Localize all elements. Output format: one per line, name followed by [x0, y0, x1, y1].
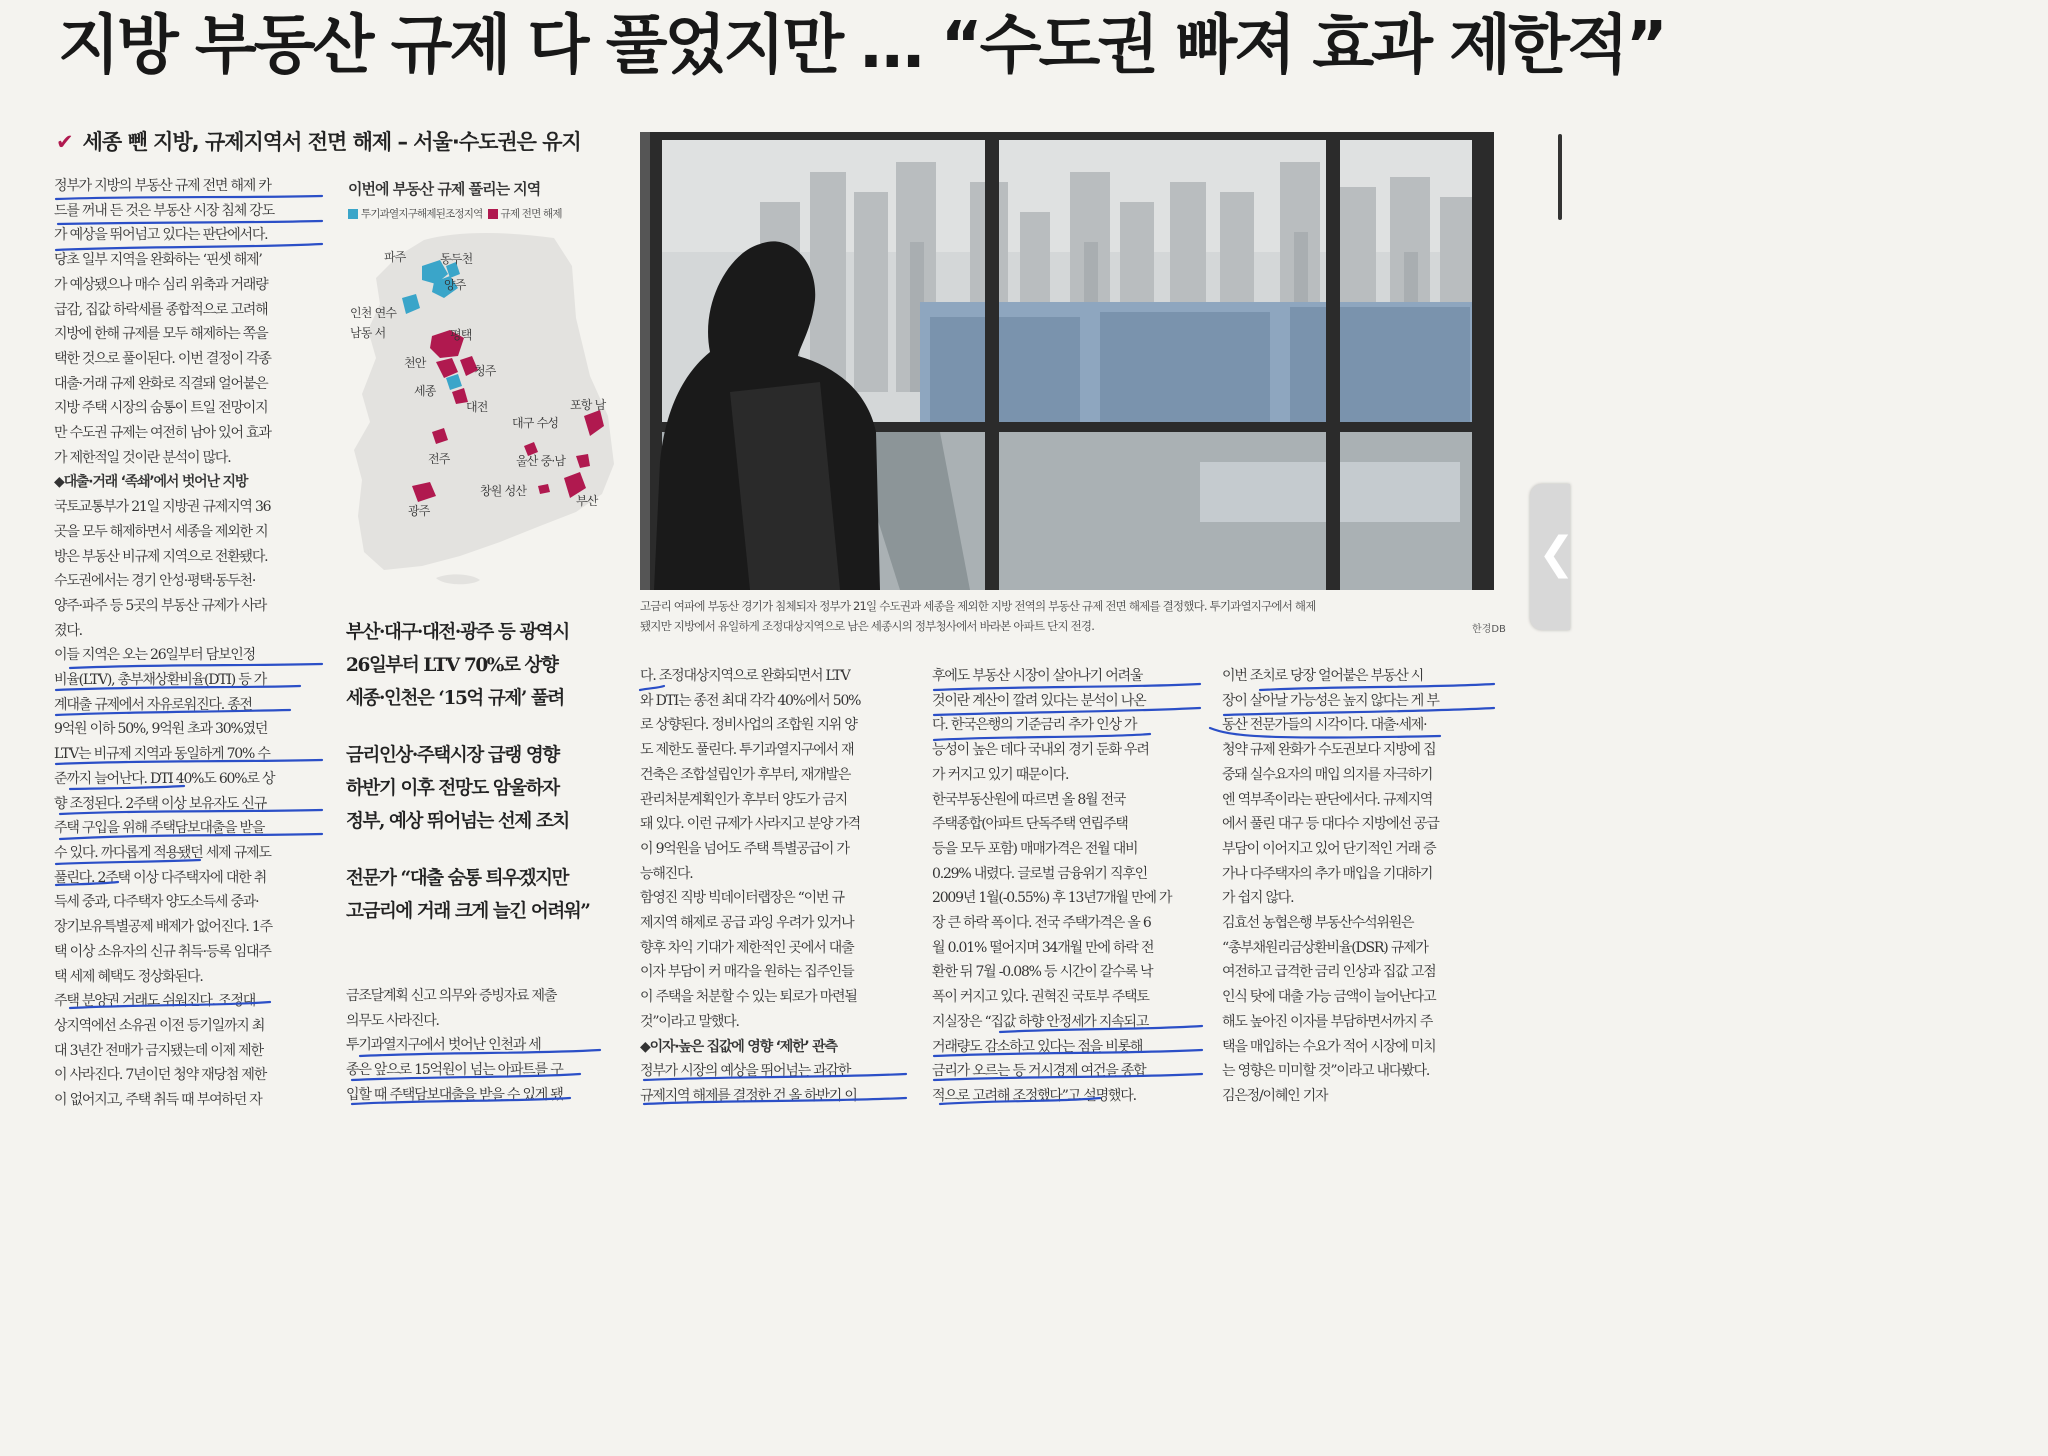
text-line: 폭이 커지고 있다. 권혁진 국토부 주택토	[932, 989, 1149, 1006]
text-line: 향 조정된다. 2주택 이상 보유자도 신규	[54, 795, 267, 812]
text-line: 택 이상 소유자의 신규 취득·등록 임대주	[54, 943, 271, 960]
subhead-text: 세종 뺀 지방, 규제지역서 전면 해제 – 서울·수도권은 유지	[82, 130, 581, 154]
photo-credit: 한경DB	[1472, 624, 1506, 635]
body-column-2	[346, 984, 616, 1108]
jeju	[436, 574, 480, 584]
body-column-1	[54, 174, 330, 1113]
text-line: 수도권에서는 경기 안성·평택·동두천·	[54, 573, 256, 590]
caption-line: 됐지만 지방에서 유일하게 조정대상지역으로 남은 세종시의 정부청사에서 바라본 아파트 단지 전경.	[640, 619, 1095, 633]
text-line: 가 제한적일 것이란 분석이 많다.	[54, 449, 231, 466]
text-line: 가 예상됐으나 매수 심리 위축과 거래량	[54, 276, 268, 293]
map-label-pyeongtaek: 평택	[450, 328, 472, 342]
text-line: 지실장은 “집값 하향 안정세가 지속되고	[932, 1013, 1149, 1030]
deck-line: 26일부터 LTV 70%로 상향	[346, 655, 558, 676]
text-line: 수 있다. 까다롭게 적용됐던 세제 규제도	[54, 844, 271, 861]
text-line: 환한 뒤 7월 -0.08% 등 시간이 갈수록 낙	[932, 964, 1153, 981]
deck-line: 부산·대구·대전·광주 등 광역시	[346, 622, 569, 643]
text-line: 중돼 실수요자의 매입 의지를 자극하기	[1222, 766, 1433, 783]
chevron-left-icon: ❮	[1538, 528, 1575, 579]
map-label-yangju: 양주	[444, 278, 466, 292]
text-line: 능성이 높은 데다 국내외 경기 둔화 우려	[932, 742, 1149, 759]
text-line: 정부가 시장의 예상을 뛰어넘는 과감한	[640, 1063, 851, 1080]
text-line: 이들 지역은 오는 26일부터 담보인정	[54, 647, 255, 664]
map-label-changwon: 창원 성산	[480, 484, 527, 498]
text-line: 2009년 1월(-0.55%) 후 13년7개월 만에 가	[932, 890, 1172, 907]
text-line: 이 사라진다. 7년이던 청약 재당첨 제한	[54, 1067, 267, 1084]
text-line: LTV는 비규제 지역과 동일하게 70% 수	[54, 746, 270, 763]
map-label-gwangju: 광주	[408, 504, 430, 518]
map-label-pohang: 포항 남	[570, 398, 606, 412]
text-line: 후에도 부동산 시장이 살아나기 어려울	[932, 668, 1143, 684]
text-line: 도 제한도 풀린다. 투기과열지구에서 재	[640, 742, 854, 759]
text-line: 적으로 고려해 조정했다”고 설명했다.	[932, 1087, 1136, 1104]
subhead	[56, 126, 616, 156]
text-line: 가 커지고 있기 때문이다.	[932, 766, 1069, 783]
legend-label-lifted: 규제 전면 해제	[500, 208, 562, 220]
map-label-sejong: 세종	[414, 384, 436, 398]
body-column-4	[932, 664, 1204, 1109]
map-label-daegu: 대구 수성	[512, 416, 559, 430]
text-line: 장기보유특별공제 배제가 없어진다. 1주	[54, 919, 272, 936]
text-line: 금리가 오르는 등 거시경제 여건을 종합	[932, 1063, 1146, 1080]
text-line: 는 영향은 미미할 것”이라고 내다봤다.	[1222, 1063, 1430, 1080]
map-label-cheonan: 천안	[404, 356, 426, 370]
text-line: 향후 차익 기대가 제한적인 곳에서 대출	[640, 939, 854, 956]
text-line: 양주·파주 등 5곳의 부동산 규제가 사라	[54, 597, 267, 614]
check-icon: ✔	[56, 130, 73, 154]
text-line: 금조달계획 신고 의무와 증빙자료 제출	[346, 988, 557, 1004]
map-label-paju: 파주	[384, 250, 406, 264]
text-line: 상지역에선 소유권 이전 등기일까지 최	[54, 1017, 265, 1034]
legend-label-adjusted: 투기과열지구해제된조정지역	[361, 208, 483, 220]
text-line: 다. 조정대상지역으로 완화되면서 LTV	[640, 668, 850, 684]
text-line: 당초 일부 지역을 완화하는 ‘핀셋 해제’	[54, 252, 262, 269]
scrollbar-thumb[interactable]	[1558, 134, 1562, 220]
body-column-5	[1222, 664, 1494, 1109]
text-line: 엔 역부족이라는 판단에서다. 규제지역	[1222, 791, 1433, 808]
text-line: 함영진 직방 빅데이터랩장은 “이번 규	[640, 890, 844, 907]
deck-line: 고금리에 거래 크게 늘긴 어려워”	[346, 901, 590, 922]
text-line: 건축은 조합설립인가 후부터, 재개발은	[640, 766, 851, 783]
text-line: 국토교통부가 21일 지방권 규제지역 36	[54, 499, 271, 516]
text-line: 와 DTI는 종전 최대 각각 40%에서 50%	[640, 692, 861, 709]
text-line: 다. 한국은행의 기준금리 추가 인상 가	[932, 717, 1137, 734]
text-line: ◆이자·높은 집값에 영향 ‘제한’ 관측	[640, 1038, 837, 1055]
text-line: 이 9억원을 넘어도 주택 특별공급이 가	[640, 840, 849, 857]
text-line: 로 상향된다. 정비사업의 조합원 지위 양	[640, 717, 857, 734]
text-line: 급감, 집값 하락세를 종합적으로 고려해	[54, 301, 268, 318]
text-line: 여전하고 급격한 금리 인상과 집값 고점	[1222, 964, 1436, 981]
text-line: 방은 부동산 비규제 지역으로 전환됐다.	[54, 548, 268, 565]
map-label-jeonju: 전주	[428, 452, 450, 466]
text-line: 규제지역 해제를 결정한 건 올 하반기 이	[640, 1087, 857, 1104]
text-line: 정부가 지방의 부동산 규제 전면 해제 카	[54, 178, 271, 194]
text-line: 등을 모두 포함) 매매가격은 전월 대비	[932, 840, 1138, 857]
text-line: 가나 다주택자의 추가 매입을 기대하기	[1222, 865, 1433, 882]
article-photo	[640, 132, 1494, 590]
text-line: 계대출 규제에서 자유로워진다. 종전	[54, 696, 252, 713]
text-line: 관리처분계획인가 후부터 양도가 금지	[640, 791, 847, 808]
text-line: 만 수도권 규제는 여전히 남아 있어 효과	[54, 425, 271, 442]
map-label-incheon: 인천 연수	[350, 306, 397, 320]
text-line: 가 쉽지 않다.	[1222, 890, 1294, 907]
text-line: 청약 규제 완화가 수도권보다 지방에 집	[1222, 742, 1436, 759]
text-line: 주택종합(아파트 단독주택 연립주택	[932, 816, 1128, 833]
text-line: 대출·거래 규제 완화로 직결돼 얼어붙은	[54, 375, 268, 392]
caption-line: 고금리 여파에 부동산 경기가 침체되자 정부가 21일 수도권과 세종을 제외한 지방 전역의 부동산 규제 전면 해제를 결정했다. 투기과열지구에서 해제	[640, 599, 1316, 613]
photo-illustration	[640, 132, 1494, 590]
text-line: 택을 매입하는 수요가 적어 시장에 미치	[1222, 1038, 1436, 1055]
text-line: 투기과열지구에서 벗어난 인천과 세	[346, 1037, 541, 1054]
text-line: 풀린다. 2주택 이상 다주택자에 대한 취	[54, 869, 267, 886]
text-line: 제지역 해제로 공급 과잉 우려가 있거나	[640, 915, 854, 932]
text-line: 9억원 이하 50%, 9억원 초과 30%였던	[54, 721, 268, 738]
deck-line: 정부, 예상 뛰어넘는 선제 조치	[346, 811, 569, 832]
deck-line: 세종·인천은 ‘15억 규제’ 풀려	[346, 688, 564, 709]
text-line: 주택 구입을 위해 주택담보대출을 받을	[54, 820, 265, 837]
deck-line: 전문가 “대출 숨통 틔우겠지만	[346, 868, 569, 889]
text-line: 인식 탓에 대출 가능 금액이 늘어난다고	[1222, 989, 1436, 1006]
text-line: 지방 주택 시장의 숨통이 트일 전망이지	[54, 400, 268, 417]
text-line: 주택 분양권 거래도 쉬워진다. 조정대	[54, 993, 256, 1010]
text-line: 택 세제 혜택도 정상화된다.	[54, 968, 203, 985]
text-line: 비율(LTV), 총부채상환비율(DTI) 등 가	[54, 672, 267, 689]
deck-line: 하반기 이후 전망도 암울하자	[346, 778, 559, 799]
text-line: 드를 꺼내 든 것은 부동산 시장 침체 강도	[54, 202, 274, 219]
legend-swatch-adjusted	[348, 209, 358, 219]
text-line: 입할 때 주택담보대출을 받을 수 있게 됐	[346, 1086, 563, 1103]
text-line: 것”이라고 말했다.	[640, 1013, 739, 1030]
text-line: 0.29% 내렸다. 글로벌 금융위기 직후인	[932, 865, 1147, 882]
side-panel-toggle[interactable]	[1530, 484, 1575, 630]
deck-line: 금리인상·주택시장 급랭 영향	[346, 745, 559, 766]
text-line: 택한 것으로 풀이된다. 이번 결정이 각종	[54, 350, 271, 367]
body-column-3	[640, 664, 912, 1109]
text-line: 에서 풀린 대구 등 대다수 지방에선 공급	[1222, 816, 1439, 833]
text-line: 이 주택을 처분할 수 있는 퇴로가 마련될	[640, 989, 857, 1006]
text-line: 능해진다.	[640, 865, 693, 882]
text-line: 졌다.	[54, 622, 82, 639]
text-line: 거래량도 감소하고 있다는 점을 비롯해	[932, 1038, 1143, 1055]
text-line: 부담이 이어지고 있어 단기적인 거래 증	[1222, 840, 1436, 857]
text-line: 가 예상을 뛰어넘고 있다는 판단에서다.	[54, 227, 268, 244]
text-line: 곳을 모두 해제하면서 세종을 제외한 지	[54, 523, 268, 540]
map-label-cheongju: 청주	[474, 364, 496, 378]
text-line: 돼 있다. 이런 규제가 사라지고 분양 가격	[640, 816, 860, 833]
text-line: 이 없어지고, 주택 취득 때 부여하던 자	[54, 1092, 262, 1109]
text-line: ◆대출·거래 ‘족쇄’에서 벗어난 지방	[54, 474, 248, 491]
photo-caption	[640, 596, 1496, 636]
text-line: 종은 앞으로 15억원이 넘는 아파트를 구	[346, 1062, 563, 1079]
text-line: 동산 전문가들의 시각이다. 대출·세제·	[1222, 717, 1427, 734]
map-title: 이번에 부동산 규제 풀리는 지역	[348, 180, 541, 198]
headline: 지방 부동산 규제 다 풀었지만 … “수도권 빠져 효과 제한적”	[58, 9, 1665, 83]
map-label-ulsan: 울산 중·남	[516, 454, 566, 468]
text-line: 대 3년간 전매가 금지됐는데 이제 제한	[54, 1042, 263, 1059]
text-line: 김은정/이혜인 기자	[1222, 1087, 1328, 1104]
text-line: 이번 조치로 당장 얼어붙은 부동산 시	[1222, 668, 1424, 684]
map-legend	[348, 206, 562, 221]
map-label-namdong: 남동 서	[350, 326, 386, 340]
text-line: 김효선 농협은행 부동산수석위원은	[1222, 915, 1414, 932]
text-line: 한국부동산원에 따르면 올 8월 전국	[932, 791, 1126, 808]
text-line: 지방에 한해 규제를 모두 해제하는 쪽을	[54, 326, 268, 343]
map-label-dongducheon: 동두천	[440, 252, 473, 266]
text-line: 준까지 늘어난다. DTI 40%도 60%로 상	[54, 770, 275, 787]
text-line: 의무도 사라진다.	[346, 1012, 439, 1029]
text-line: 장이 살아날 가능성은 높지 않다는 게 부	[1222, 692, 1439, 709]
text-line: 해도 높아진 이자를 부담하면서까지 주	[1222, 1013, 1433, 1030]
text-line: 월 0.01% 떨어지며 34개월 만에 하락 전	[932, 939, 1154, 956]
text-line: 것이란 계산이 깔려 있다는 분석이 나온	[932, 692, 1146, 709]
deck-headlines	[346, 616, 626, 940]
text-line: 이자 부담이 커 매각을 원하는 집주인들	[640, 964, 854, 981]
legend-swatch-lifted	[488, 209, 498, 219]
text-line: 장 큰 하락 폭이다. 전국 주택가격은 올 6	[932, 915, 1151, 932]
map-label-daejeon: 대전	[466, 400, 488, 414]
text-line: 득세 중과, 다주택자 양도소득세 중과·	[54, 894, 259, 911]
text-line: “총부채원리금상환비율(DSR) 규제가	[1222, 939, 1428, 956]
map-label-busan: 부산	[576, 494, 598, 508]
